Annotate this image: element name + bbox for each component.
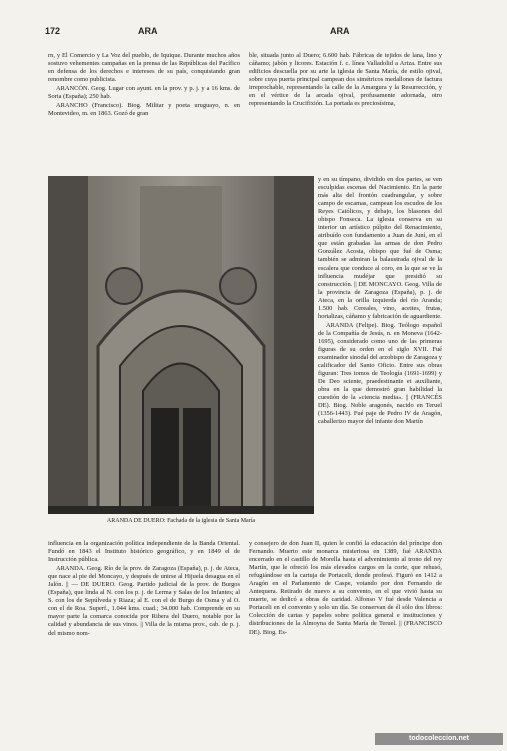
facade-image-icon bbox=[48, 176, 314, 514]
column-left-bottom bbox=[48, 540, 240, 725]
paragraph: y en su tímpano, dividido en dos partes, se ven esculpidas escenas del Nacimiento. En la parte más alta del frontón cuadrangular, y sobre campo de escamas, campean los escudos de los Reyes Católicos, y debajo, los blasones del obispo Fonseca. La iglesia conserva en su interior un artístico púlpito del Renacimiento, atribuído con fundamento a Juan de Juní, en el que están grabadas las armas de don Pedro González Acosta, obispo que fué de Osma; también se admiran la balaustrada ojival de la escalera que conduce al coro, en la que se ve la influencia mudéjar que presidió su construcción. || DE MONCAYO. Geog. Villa de la provincia de Zaragoza (España), p. j. de Ateca, en la orilla izquierda del río Aranda; 1.500 hab. Cereales, vino, aceites, frutas, hortalizas, cáñamo y fabricación de aguardiente. bbox=[318, 176, 442, 320]
paragraph: ARANCÓN. Geog. Lugar con ayunt. en la prov. y p. j. y a 16 kms. de Soria (España); 250 hab. bbox=[48, 85, 240, 101]
column-left-top bbox=[48, 52, 240, 174]
watermark: todocoleccion.net bbox=[375, 733, 503, 745]
running-head-left: ARA bbox=[138, 26, 158, 36]
paragraph: ARANCHO (Francisco). Biog. Militar y poeta uruguayo, n. en Montevideo, m. en 1863. Gozó de gran bbox=[48, 102, 240, 118]
running-head-right: ARA bbox=[330, 26, 350, 36]
paragraph: y consejero de don Juan II, quien le confió la educación del príncipe don Fernando. Muerto este monarca misteriosa en 1389, fué ARANDA encerrado en el castillo de Morella hasta el advenimiento al trono del rey Martín, que le ofreció los más elevados cargos en la corte, que rehusó, refugiándose en la cartuja de Portaceli, donde profesó. Figuró en 1412 a Aragón en el Parlamento de Caspe, votando por don Fernando de Antequera. Retirado de nuevo a su convento, en el que vivió hasta su muerte, se dedicó a obras de caridad. Alfonso V fué desde Valencia a Portaceli en el convento y solo un día. Se conservan de él sólo dos libros: Colección de cartas y papeles sobre política general e instituciones y distribuciones de la Almoyna de Santa María de Teruel. || (FRANCISCO DE). Biog. Es- bbox=[249, 540, 442, 636]
paragraph: ble, situada junto al Duero; 6.600 hab. Fábricas de tejidos de lana, lino y cáñamo; jabón y licores. Estación f. c. línea Valladolid a Ariza. Entre sus edificios descuella por su arte la iglesia de Santa María, de estilo ojival, sobre cuya puerta principal campean dos simétricos medallones de factura irreprochable, representando la calle de la Amargura y la Resurrección, y en el vértice de la arcada ojival, profusamente adornada, otro representando la Crucifixión. La portada es preciosísima, bbox=[249, 52, 442, 108]
paragraph: ARANDA (Felipe). Biog. Teólogo español de la Compañía de Jesús, n. en Moneva (1642-1695), considerado como uno de las primeras figuras de su orden en el siglo XVII. Fué examinador sinodal del arzobispo de Zaragoza y calificador del Santo Oficio. Entre sus obras figuran: Tres tomos de Teología (1691-1699) y De Deo sciente, praedestinante et auxiliante, obra en la que demostró gran habilidad la cuestión de la «ciencia media». || (FRANCÉS DE). Biog. Noble aragonés, nacido en Teruel (1356-1443). Fué paje de Pedro IV de Aragón, caballerizo mayor del infante don Martín bbox=[318, 321, 442, 426]
church-facade-photo bbox=[48, 176, 314, 514]
paragraph: ARANDA. Geog. Río de la prov. de Zaragoza (España), p. j. de Ateca, que nace al pie del Moncayo, y después de unirse al Hijuela desagua en el Jalón. || — DE DUERO. Geog. Partido judicial de la prov. de Burgos (España), que linda al N. con los p. j. de Lerma y Salas de los Infantes; al S. con los de Sepúlveda y Riaza; al E. con el de Burgo de Osma y al O. con el de Roa. Superf., 1.044 kms. cuad.; 34.000 hab. Comprende en su mayor parte la comarca conocida por Ribera del Duero, notable por la calidad y abundancia de sus vinos. || Villa de la misma prov., cab. de p. j. del mismo nom- bbox=[48, 565, 240, 637]
column-right-bottom bbox=[249, 540, 442, 725]
paragraph: influencia en la organización política independiente de la Banda Oriental. Fundó en 1843 el Instituto histórico geográfico, y en 1849 el de Instrucción pública. bbox=[48, 540, 240, 564]
photo-caption: ARANDA DE DUERO: Fachada de la iglesia de Santa María bbox=[106, 518, 256, 524]
column-right-narrow bbox=[318, 176, 442, 536]
page-number: 172 bbox=[45, 26, 61, 36]
paragraph: rn, y El Comercio y La Voz del pueblo, de Iquique. Durante muchos años sostuvo vehementes campañas en la prensa de las Repúblicas del Pacífico en defensa de los derechos e intereses de su país, conquistando gran renombre como publicista. bbox=[48, 52, 240, 84]
column-right-top bbox=[249, 52, 442, 174]
